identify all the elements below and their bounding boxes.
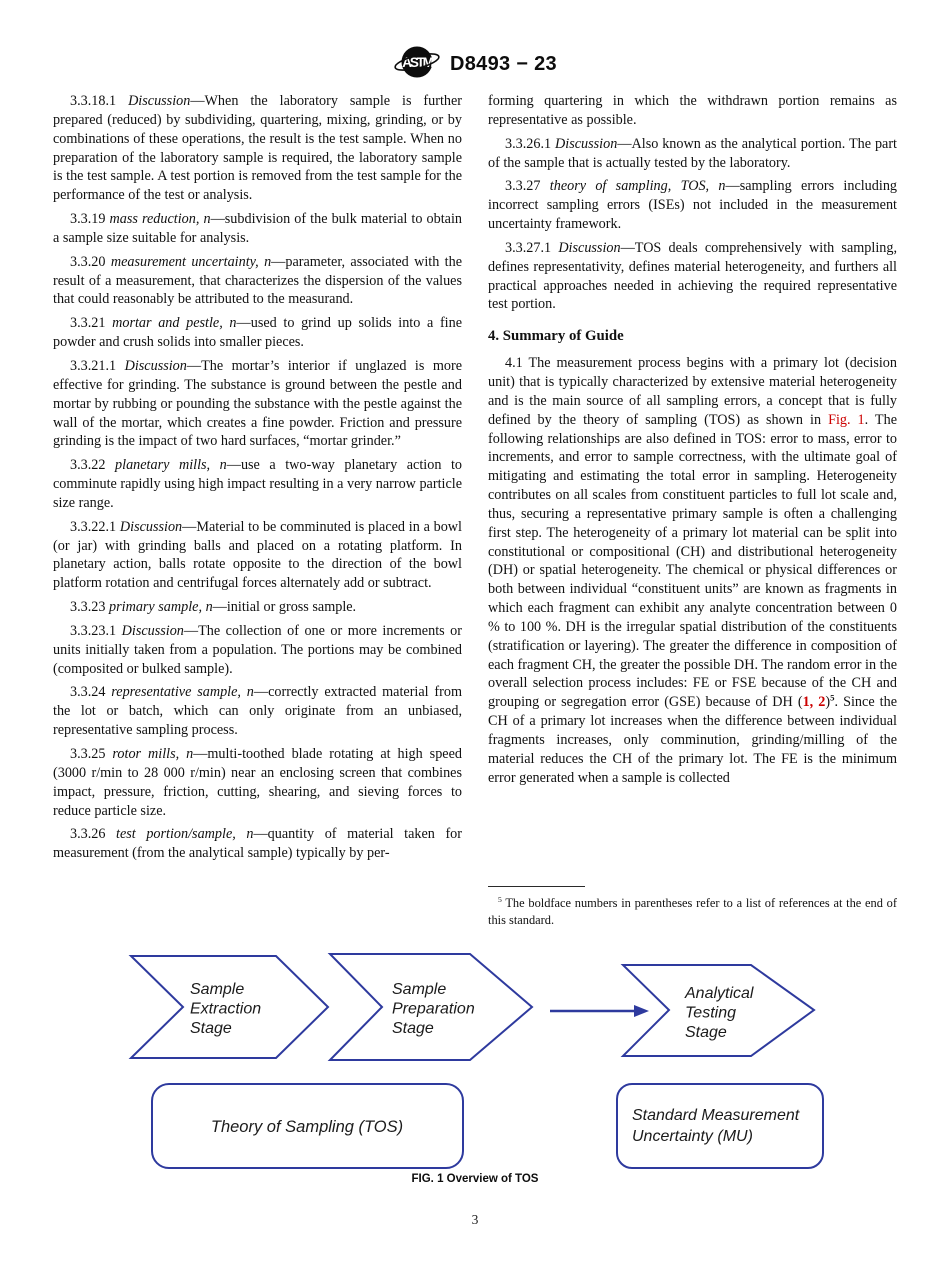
text-run: Discussion <box>555 135 618 152</box>
text-run: —multi-toothed blade rotating at high speed (3000 r/min to 28 000 r/min) near an enclosing screen that combines impact, pressure, friction, cutting, shearing, and sieving forces to reduce particle size. <box>53 746 462 819</box>
text-run: 3.3.21 <box>70 315 113 332</box>
text-run: forming quartering in which the withdrawn portion remains as representative as possible. <box>488 93 897 128</box>
footnote-separator <box>488 886 585 887</box>
text-run: mortar and pestle, n <box>112 315 237 332</box>
text-run: primary sample, n <box>109 599 213 616</box>
right-column-top <box>488 92 897 314</box>
left-column <box>53 92 462 948</box>
paragraph <box>53 825 462 863</box>
text-run: 5 <box>830 692 835 703</box>
text-run: 3.3.27.1 <box>505 239 559 256</box>
right-column-body <box>488 354 897 787</box>
footnote-mark: 5 <box>498 894 502 904</box>
box-theory-of-sampling <box>152 1084 463 1168</box>
paragraph <box>488 354 897 787</box>
text-run: 4.1 The measurement process begins with a primary lot (decision unit) that is typically characterized by extensive material heterogeneity and is the main source of all sampling errors, a concept that is fully defined by the theory of sampling (TOS) as shown in <box>488 355 897 428</box>
text-run: 3.3.26 <box>70 826 117 843</box>
text-run: —subdivision of the bulk material to obtain a sample size suitable for analysis. <box>53 211 463 246</box>
footnote <box>488 884 897 928</box>
text-run: —use a two-way planetary action to comminute rapidly using high impact resulting in a very narrow particle size range. <box>53 457 463 511</box>
text-run: —initial or gross sample. <box>212 599 357 616</box>
text-run: Discussion <box>119 518 183 535</box>
paragraph <box>53 598 462 617</box>
svg-text:SampleExtractionStage: Sample Extraction Stage <box>190 981 262 1037</box>
chevron-analytical-testing-stage <box>623 965 814 1056</box>
text-run: —TOS deals comprehensively with sampling, defines representativity, defines material heterogeneity, and furthers all practical approaches needed in achieving the required representative test portion. <box>488 239 897 313</box>
paragraph <box>53 253 462 310</box>
text-run: —Also known as the analytical portion. The part of the sample that is actually tested by the laboratory. <box>488 135 898 171</box>
figure-caption: FIG. 1 Overview of TOS <box>411 1173 539 1185</box>
astm-logo-icon <box>393 42 441 87</box>
section-heading: 4. Summary of Guide <box>488 328 624 345</box>
text-run: . The following relationships are also defined in TOS: error to mass, error to increments, and error to sample correctness, with the ultimate goal of mitigating and estimating the total error in sampling. Heterogeneity contributes on all scales from constituent particles to full lot scale and, thus, securing a representative primary sample is often a challenging first step. The heterogeneity of a primary lot material can be split into constitutional or compositional (CH) and distributional heterogeneity (DH) or spatial heterogeneity. The chemical or physical differences or both between individual “constituent units” are known as fragments in which each fragment can exhibit any analyte concentration between 0 % to 100 %. DH is the irregular spatial distribution of the constituents (stratification or layering). The greater the difference in composition of each fragment CH, the greater the possible DH. The random error in the overall selection process includes: FE or FSE because of the CH and grouping or segregation error (GSE) because of DH ( <box>488 411 897 711</box>
text-run: —sampling errors including incorrect sampling errors (ISEs) not included in the measurement uncertainty framework. <box>488 178 898 233</box>
text-run: Discussion <box>121 622 184 639</box>
text-run: mass reduction, n <box>109 211 211 228</box>
paragraph <box>488 177 897 234</box>
text-run: 3.3.23.1 <box>70 622 122 639</box>
fig1-link[interactable]: Fig. 1 <box>828 411 865 428</box>
text-run: 3.3.18.1 <box>70 93 129 109</box>
text-run: 3.3.23 <box>70 599 110 616</box>
svg-text:SamplePreparationStage: Sample Preparation Stage <box>392 981 475 1037</box>
text-run: —correctly extracted material from the lot or batch, which can only originate from an unbiased, representative sampling process. <box>53 684 463 739</box>
svg-text:AnalyticalTestingStage: Analytical Testing Stage <box>685 985 754 1041</box>
text-run: Discussion <box>558 239 621 256</box>
figure-1 <box>45 948 905 1185</box>
paragraph <box>488 239 897 314</box>
text-run: —used to grind up solids into a fine powder and crush solids into smaller pieces. <box>53 315 463 351</box>
document-header <box>0 42 950 87</box>
text-run: test portion/sample, n <box>116 826 254 843</box>
text-run: 3.3.22.1 <box>70 518 120 535</box>
text-run: planetary mills, n <box>115 457 227 474</box>
text-run: Discussion <box>124 357 187 374</box>
text-run: representative sample, n <box>111 684 254 701</box>
box-standard-measurement-uncertainty <box>617 1084 823 1168</box>
text-run: —quantity of material taken for measurement (from the analytical sample) typically by per- <box>53 826 462 862</box>
paragraph <box>53 314 462 352</box>
svg-text:ASTM: ASTM <box>402 55 432 70</box>
svg-text:Theory of Sampling (TOS): Theory of Sampling (TOS) <box>210 1118 404 1136</box>
text-run: 3.3.27 <box>505 178 550 195</box>
footnote-body: The boldface numbers in parentheses refer to a list of references at the end of this standard. <box>488 896 897 927</box>
paragraph <box>53 456 462 513</box>
text-run: theory of sampling, TOS, n <box>549 178 726 195</box>
text-run: —parameter, associated with the result of a measurement, that characterizes the dispersion of the values that could reasonably be attributed to the measurand. <box>53 253 463 308</box>
flow-arrow-icon <box>550 1005 649 1017</box>
paragraph <box>53 92 462 205</box>
text-run: 3.3.26.1 <box>505 135 556 152</box>
text-run: —The mortar’s interior if unglazed is more effective for grinding. The substance is ground between the pestle and mortar by rubbing or pounding the substance with the pestle against the wall of the mortar, which creates a fine powder. Friction and pressure grinding is the impact of two hard surfaces, “mortar grinder.” <box>53 357 462 450</box>
right-column <box>488 92 897 948</box>
text-run: 3.3.21.1 <box>70 357 125 374</box>
chevron-sample-extraction-stage <box>131 956 328 1058</box>
text-run: 3.3.25 <box>70 746 113 762</box>
paragraph <box>488 135 897 173</box>
paragraph <box>53 683 462 740</box>
document-number: D8493 − 23 <box>450 53 557 75</box>
paragraph <box>488 92 897 130</box>
svg-text:Standard MeasurementUncertaint: Standard Measurement Uncertainty (MU) <box>632 1107 800 1145</box>
footnote-text <box>488 895 897 928</box>
paragraph <box>53 210 462 248</box>
chevron-sample-preparation-stage <box>330 954 532 1060</box>
text-run: —When the laboratory sample is further prepared (reduced) by subdividing, quartering, mixing, grinding, or by combinations of these operations, the result is the test sample. When no preparation of the laboratory sample is required, the laboratory sample is the test sample. A test portion is removed from the test sample for the performance of the test or analysis. <box>53 93 463 204</box>
text-run: ) <box>825 694 831 711</box>
text-run: 3.3.24 <box>70 684 112 701</box>
text-run: 3.3.22 <box>70 457 116 474</box>
text-run: —Material to be comminuted is placed in a bowl (or jar) with grinding balls and placed on a rotating platform. In planetary action, balls rotate opposite to the direction of the bowl platform rotation and centrifugal forces alternately add or subtract. <box>53 518 462 592</box>
text-run: . Since the CH of a primary lot increases when the difference between individual fragments increases, only comminution, grinding/milling of the material reduces the CH of the primary lot. The FE is the minimum error generated when a sample is collected <box>488 694 897 786</box>
paragraph <box>53 518 462 593</box>
paragraph <box>53 745 462 820</box>
page-number: 3 <box>471 1212 479 1227</box>
paragraph <box>53 622 462 679</box>
reference-link[interactable]: 1, 2 <box>802 694 826 711</box>
text-run: 3.3.19 <box>70 211 110 228</box>
text-run: Discussion <box>128 93 191 109</box>
text-run: measurement uncertainty, n <box>110 253 272 270</box>
paragraph <box>53 357 462 451</box>
text-run: 3.3.20 <box>70 253 111 270</box>
text-run: —The collection of one or more increments or units initially taken from a population. The portions may be combined (composited or bulked sample). <box>53 622 462 677</box>
text-run: rotor mills, n <box>112 746 194 762</box>
